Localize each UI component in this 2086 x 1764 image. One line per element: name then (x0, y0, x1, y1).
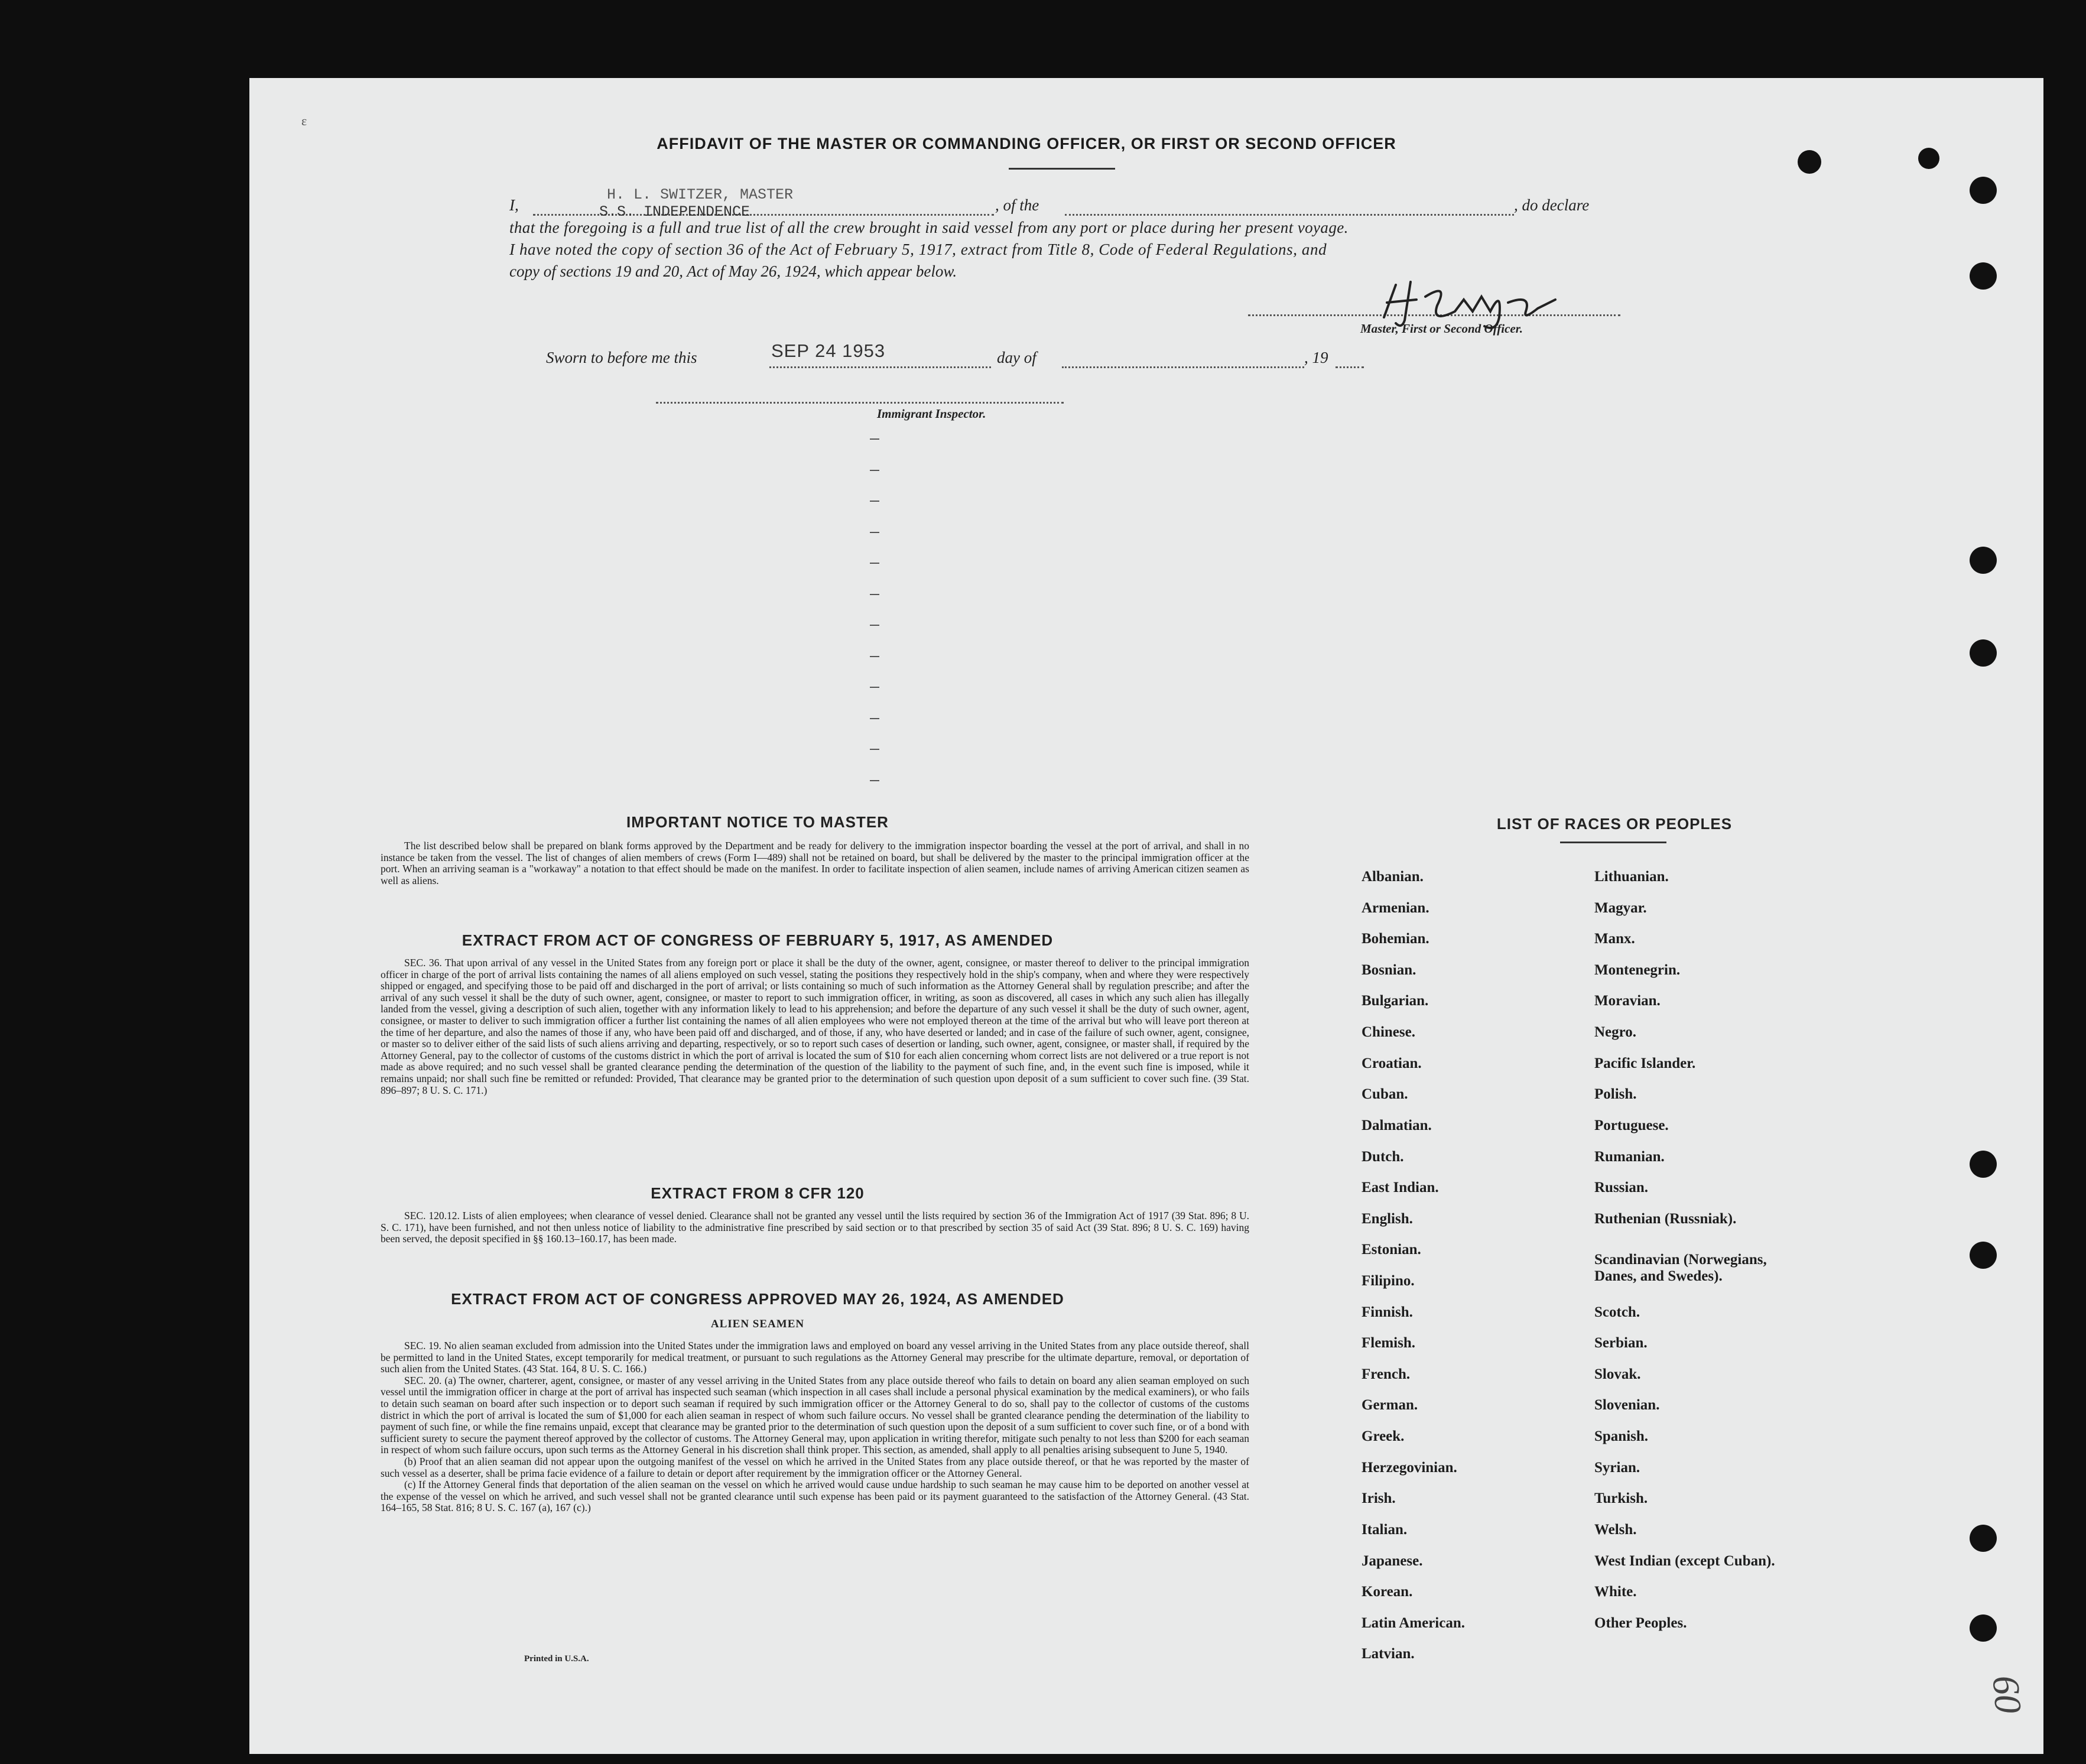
race-right-item: Magyar. (1594, 900, 1647, 916)
race-left-item: Latin American. (1362, 1615, 1465, 1631)
race-right-item: Other Peoples. (1594, 1615, 1687, 1631)
day-of-label: day of (997, 349, 1036, 366)
race-left-item: Bohemian. (1362, 931, 1429, 947)
extract-1917-title: EXTRACT FROM ACT OF CONGRESS OF FEBRUARY 5, 1917, AS AMENDED (462, 931, 1054, 949)
race-right-item: Montenegrin. (1594, 962, 1681, 978)
extract-1924-text (381, 1340, 1249, 1514)
race-right-item: Scandinavian (Norwegians, Danes, and Swedes). (1594, 1252, 1767, 1284)
race-left-item: Chinese. (1362, 1024, 1415, 1040)
binder-hole-icon (1970, 262, 1997, 290)
race-left-item: English. (1362, 1211, 1413, 1227)
race-left-item: Greek. (1362, 1428, 1405, 1444)
binder-hole-icon (1970, 1525, 1997, 1552)
race-right-item: White. (1594, 1584, 1637, 1600)
rule-tick (870, 563, 879, 564)
race-right-item: Manx. (1594, 931, 1635, 947)
extract-cfr-title: EXTRACT FROM 8 CFR 120 (651, 1184, 865, 1202)
title-rule (1009, 168, 1115, 170)
printed-in-label: Printed in U.S.A. (524, 1654, 589, 1664)
race-left-item: Bosnian. (1362, 962, 1416, 978)
binder-hole-icon (1970, 547, 1997, 574)
affidavit-title: AFFIDAVIT OF THE MASTER OR COMMANDING OFFICER, OR FIRST OR SECOND OFFICER (657, 135, 1396, 152)
race-left-item: East Indian. (1362, 1180, 1439, 1196)
race-left-item: Korean. (1362, 1584, 1413, 1600)
race-right-item: Scotch. (1594, 1304, 1640, 1320)
races-title-rule (1560, 842, 1666, 843)
race-right-item: Lithuanian. (1594, 869, 1669, 885)
binder-hole-icon (1798, 150, 1821, 174)
binder-hole-icon (1970, 1151, 1997, 1178)
binder-hole-icon (1918, 148, 1939, 169)
race-left-item: Herzegovinian. (1362, 1460, 1457, 1476)
rule-tick (870, 656, 879, 657)
sec-20a-paragraph: SEC. 20. (a) The owner, charterer, agent, consignee, or master of any vessel arriving in the United States from any place outside thereof who fails to detain on board any alien seaman employed on such vessel until the immigration officer in charge at the port of arrival has inspected such seaman (which inspection in all cases shall include a personal physical examination by the medical examiners), or who fails to detain such seaman on board after such inspection or to deport such seaman if required by such immigration officer or the Attorney General to do so, shall pay to the collector of customs of the customs district in which the port of arrival is located the sum of $1,000 for each alien seaman in respect of whom such failure occurs. No vessel shall be granted clearance pending the determination of the liability to payment of such fine, or while the fine remains unpaid, except that clearance may be granted prior to the determination of such question upon the deposit of a sum sufficient to cover such fine, or of a bond with sufficient surety to secure the payment thereof approved by the collector of customs. The Attorney General may, upon application in writing therefor, mitigate such penalty to not less than $200 for each seaman in respect of whom such failure occurs, upon such terms as the Attorney General in his discretion shall think proper. This section, as amended, shall apply to all penalties arising subsequent to June 5, 1940. (381, 1374, 1249, 1456)
race-left-item: Finnish. (1362, 1304, 1413, 1320)
race-right-item: Rumanian. (1594, 1149, 1665, 1165)
month-field (1062, 351, 1304, 368)
race-right-item: Negro. (1594, 1024, 1637, 1040)
alien-seamen-subtitle: ALIEN SEAMEN (710, 1318, 805, 1330)
binder-hole-icon (1970, 1242, 1997, 1269)
do-declare-label: , do declare (1514, 196, 1590, 214)
rule-tick (870, 780, 879, 781)
race-right-item: Turkish. (1594, 1490, 1648, 1506)
rule-tick (870, 532, 879, 533)
sec-20b-paragraph: (b) Proof that an alien seaman did not appear upon the outgoing manifest of the vessel on which he arrived in the United States from any place outside thereof, or that he was reported by the master of such vessel as a deserter, shall be prima facie evidence of a failure to detain or deport after requirement by the immigration officer or the Attorney General. (381, 1455, 1249, 1479)
corner-mark: ε (301, 113, 307, 128)
race-right-item: Slovenian. (1594, 1397, 1660, 1413)
affidavit-line-2: that the foregoing is a full and true list of all the crew brought in said vessel from any port or place during her present voyage. (509, 219, 1349, 236)
race-right-item: Russian. (1594, 1180, 1649, 1196)
sworn-date-stamp: SEP 24 1953 (771, 340, 886, 361)
race-right-item: Polish. (1594, 1086, 1637, 1102)
race-left-item: Cuban. (1362, 1086, 1408, 1102)
race-left-item: Filipino. (1362, 1273, 1415, 1289)
race-right-item: Ruthenian (Russniak). (1594, 1211, 1737, 1227)
inspector-signature-line (656, 402, 1064, 404)
rule-tick (870, 501, 879, 502)
race-right-item: Pacific Islander. (1594, 1055, 1696, 1071)
race-left-item: Bulgarian. (1362, 993, 1429, 1009)
race-left-item: Italian. (1362, 1522, 1408, 1538)
inspector-caption: Immigrant Inspector. (877, 407, 986, 421)
rule-tick (870, 438, 879, 440)
race-left-item: Latvian. (1362, 1646, 1415, 1662)
race-right-item: Syrian. (1594, 1460, 1640, 1476)
race-right-item: Slovak. (1594, 1366, 1641, 1382)
sec-19-paragraph: SEC. 19. No alien seaman excluded from admission into the United States under the immigration laws and employed on board any vessel arriving in the United States from any place outside thereof, shall be permitted to land in the United States, except temporarily for medical treatment, or pursuant to such regulations as the Attorney General may prescribe for the ultimate departure, removal, or deportation of such alien from the United States. (43 Stat. 164, 8 U. S. C. 166.) (381, 1340, 1249, 1375)
sec-20c-paragraph: (c) If the Attorney General finds that deportation of the alien seaman on the vessel on which he arrived would cause undue hardship to such seaman he may cause him to be deported on another vessel at the expense of the vessel on which he arrived, and such vessel shall not be granted clearance until such expense has been paid or its payment guaranteed to the satisfaction of the Attorney General. (43 Stat. 164–165, 58 Stat. 816; 8 U. S. C. 167 (a), 167 (c).) (381, 1479, 1249, 1514)
rule-tick (870, 625, 879, 626)
race-left-item: Dutch. (1362, 1149, 1404, 1165)
vessel-field (1065, 199, 1514, 216)
handwritten-margin-note: 09 (1984, 1675, 2029, 1717)
race-left-item: Armenian. (1362, 900, 1429, 916)
sworn-label: Sworn to before me this (546, 349, 697, 366)
rule-tick (870, 687, 879, 688)
race-left-item: Japanese. (1362, 1553, 1423, 1569)
notice-text (381, 840, 1249, 886)
sec-120-paragraph: SEC. 120.12. Lists of alien employees; when clearance of vessel denied. Clearance shall not be granted any vessel until the lists required by section 36 of the Immigration Act of 1917 (39 Stat. 896; 8 U. S. C. 171), have been furnished, and not then unless notice of liability to the administrative fine prescribed by said section or to that prescribed by section 35 of said Act (39 Stat. 896; 8 U. S. C. 169) having been served, the deposit specified in §§ 160.13–160.17, has been made. (381, 1210, 1249, 1245)
vessel-typed-name: S.S. INDEPENDENCE (599, 203, 750, 220)
race-left-item: Dalmatian. (1362, 1117, 1432, 1133)
master-typed-name: H. L. SWITZER, MASTER (607, 186, 794, 203)
affidavit-line-4: copy of sections 19 and 20, Act of May 26, 1924, which appear below. (509, 262, 957, 280)
race-right-item: Serbian. (1594, 1335, 1648, 1351)
year-prefix: , 19 (1304, 349, 1328, 366)
of-the-label: , of the (995, 196, 1039, 214)
race-right-item: Spanish. (1594, 1428, 1649, 1444)
binder-hole-icon (1970, 1614, 1997, 1642)
race-right-item: West Indian (except Cuban). (1594, 1553, 1775, 1569)
race-left-item: French. (1362, 1366, 1411, 1382)
rule-tick (870, 470, 879, 471)
document-sheet (249, 78, 2043, 1754)
race-left-item: German. (1362, 1397, 1418, 1413)
i-label: I, (509, 196, 519, 214)
notice-paragraph: The list described below shall be prepared on blank forms approved by the Department and be ready for delivery to the immigration inspector boarding the vessel at the port of arrival, and shall in no instance be taken from the vessel. The list of changes of alien members of crews (Form I—489) shall not be retained on board, but shall be delivered by the master to the principal immigration officer at the port. When an arriving seaman is a "workaway" a notation to that effect should be made on the manifest. In order to facilitate inspection of alien seamen, include names of arriving American citizen seamen as well as aliens. (381, 840, 1249, 886)
year-field (1336, 351, 1364, 368)
signature-caption: Master, First or Second Officer. (1360, 321, 1523, 336)
binder-hole-icon (1970, 639, 1997, 667)
rule-tick (870, 718, 879, 719)
affidavit-line-3: I have noted the copy of section 36 of the Act of February 5, 1917, extract from Title 8, Code of Federal Regulations, and (509, 241, 1327, 258)
race-right-item: Moravian. (1594, 993, 1661, 1009)
binder-hole-icon (1970, 177, 1997, 204)
notice-title: IMPORTANT NOTICE TO MASTER (626, 813, 889, 831)
sec-36-paragraph: SEC. 36. That upon arrival of any vessel in the United States from any foreign port or place it shall be the duty of the owner, agent, consignee, or master thereof to deliver to the principal immigration officer in charge of the port of arrival lists containing the names of all aliens employed on such vessel, stating the positions they respectively hold in the ship's company, when and where they were respectively shipped or engaged, and specifying those to be paid off and discharged in the port of arrival; or lists containing so much of such information as the Attorney General shall by regulation prescribe; and after the arrival of any such vessel it shall be the duty of such owner, agent, consignee, or master to report to such immigration officer, in writing, as soon as discovered, all cases in which any such alien has illegally landed from the vessel, giving a description of such alien, together with any information likely to lead to his apprehension; and before the departure of any such vessel it shall be the duty of such owner, agent, consignee, or master to deliver to such immigration officer a further list containing the names of all alien employees who were not employed thereon at the time of the arrival but who will leave port thereon at the time of her departure, and also the names of those if any, who have been paid off and discharged, and of those, if any, who have deserted or landed; and in case of the failure of such owner, agent, consignee, or master so to deliver either of the said lists of such aliens arriving and departing, respectively, or so to report such cases of desertion or landing, such owner, agent, consignee, or master shall, if required by the Attorney General, pay to the collector of customs of the customs district in which the port of arrival is located the sum of $10 for each alien concerning whom correct lists are not delivered or a true report is not made as above required; and no such vessel shall be granted clearance pending the determination of the question of the liability to the payment of such fine, and, in the event such fine is imposed, while it remains unpaid; nor shall such fine be remitted or refunded: Provided, That clearance may be granted prior to the determination of such question upon deposit of a sum sufficient to cover such fine. (39 Stat. 896–897; 8 U. S. C. 171.) (381, 957, 1249, 1096)
race-left-item: Irish. (1362, 1490, 1396, 1506)
extract-1924-title: EXTRACT FROM ACT OF CONGRESS APPROVED MAY 26, 1924, AS AMENDED (451, 1290, 1064, 1308)
race-right-item: Welsh. (1594, 1522, 1637, 1538)
race-right-item: Portuguese. (1594, 1117, 1669, 1133)
extract-1917-text (381, 957, 1249, 1096)
extract-cfr-text (381, 1210, 1249, 1245)
race-left-item: Flemish. (1362, 1335, 1415, 1351)
race-left-item: Albanian. (1362, 869, 1424, 885)
rule-tick (870, 749, 879, 750)
race-left-item: Estonian. (1362, 1242, 1421, 1258)
rule-tick (870, 594, 879, 595)
race-left-item: Croatian. (1362, 1055, 1422, 1071)
races-title: LIST OF RACES OR PEOPLES (1496, 815, 1733, 833)
